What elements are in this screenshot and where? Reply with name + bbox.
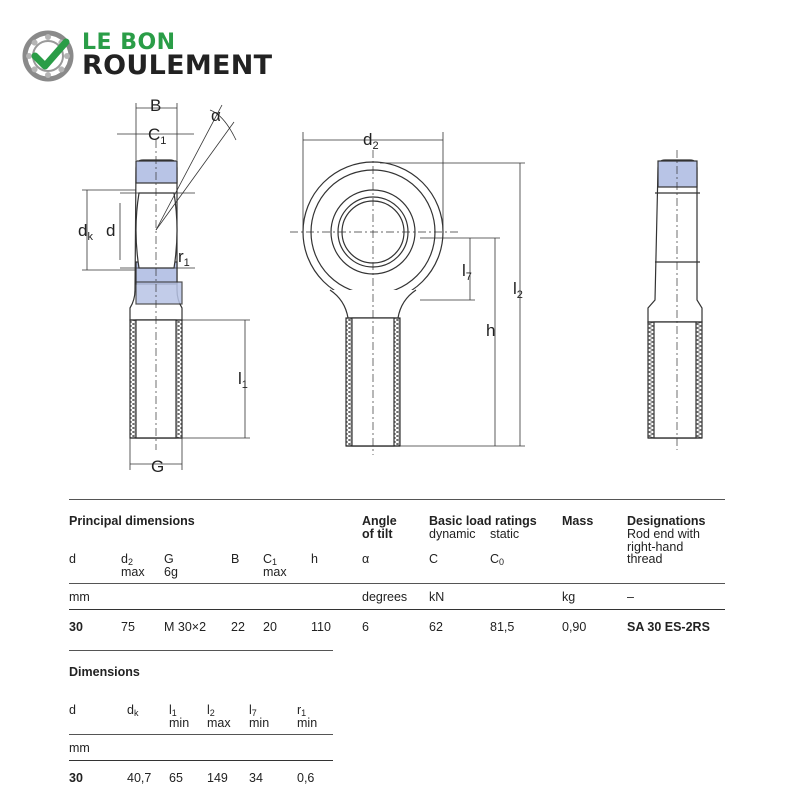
label-alpha: α [211, 106, 221, 125]
cell-mass: 0,90 [562, 620, 587, 634]
t2-sym-r1: $r_1$ [297, 703, 307, 718]
th-load-dynamic: dynamic [429, 527, 476, 541]
unit-kn: kN [429, 590, 445, 604]
label-B: B [150, 96, 162, 115]
label-l7: $l_7$ [462, 261, 472, 283]
unit-kg: kg [562, 590, 576, 604]
t2-sym-dk: $d_k$ [127, 703, 139, 718]
cell-B: 22 [231, 620, 245, 634]
label-r1: $r_1$ [178, 247, 190, 269]
th-mass: Mass [562, 514, 594, 528]
sym-G-qualifier: 6g [164, 565, 178, 579]
label-C1: $C_1$ [148, 125, 167, 147]
th-designations-desc-3: thread [627, 552, 663, 566]
sym-C1: $C_1$ [263, 552, 278, 567]
table2-title: Dimensions [69, 665, 140, 679]
seal-top [136, 161, 177, 183]
label-d2: $d_2$ [363, 130, 379, 152]
t2-sym-l1: $l_1$ [169, 703, 177, 718]
cell-C1: 20 [263, 620, 277, 634]
sym-C0: $C_0$ [490, 552, 505, 567]
t2-sym-l7: $l_7$ [249, 703, 257, 718]
sym-d2: $d_2$ [121, 552, 133, 567]
cell-alpha: 6 [362, 620, 369, 634]
cell-h: 110 [311, 620, 331, 634]
sym-G: G [164, 552, 174, 566]
t2-cell-r1: 0,6 [297, 771, 315, 785]
sym-d2-qualifier: max [121, 565, 145, 579]
t2-sym-l1-qualifier: min [169, 716, 190, 730]
label-d: d [106, 221, 116, 240]
unit-dash: – [627, 590, 634, 604]
brand-logo [22, 26, 322, 86]
sym-h: h [311, 552, 318, 566]
cell-designation: SA 30 ES-2RS [627, 620, 710, 634]
cell-d2: 75 [121, 620, 135, 634]
rod-end-drawing [0, 90, 800, 490]
label-h: h [486, 321, 496, 340]
t2-sym-l7-qualifier: min [249, 716, 270, 730]
t2-cell-d: 30 [69, 771, 83, 785]
th-angle-2: of tilt [362, 527, 393, 541]
t2-cell-l1: 65 [169, 771, 183, 785]
th-principal-dimensions: Principal dimensions [69, 514, 195, 528]
th-designations-desc-2: right-hand [627, 540, 684, 554]
sym-alpha: α [362, 552, 370, 566]
sym-d: d [69, 552, 76, 566]
th-load-static: static [490, 527, 520, 541]
label-G: G [151, 457, 165, 476]
sym-C1-qualifier: max [263, 565, 287, 579]
th-designations: Designations [627, 514, 706, 528]
th-designations-desc-1: Rod end with [627, 527, 700, 541]
sym-C: C [429, 552, 439, 566]
unit-degrees: degrees [362, 590, 408, 604]
th-angle-1: Angle [362, 514, 397, 528]
label-dk: $d_k$ [78, 221, 93, 243]
bearing-check-icon [22, 30, 74, 82]
unit-mm: mm [69, 590, 90, 604]
logo-line1: LE BON [82, 30, 176, 55]
t2-unit-mm: mm [69, 741, 90, 755]
t2-sym-l2: $l_2$ [207, 703, 215, 718]
cell-C0: 81,5 [490, 620, 515, 634]
t2-sym-r1-qualifier: min [297, 716, 318, 730]
logo-line2: ROULEMENT [82, 50, 273, 81]
sym-B: B [231, 552, 240, 566]
t2-sym-l2-qualifier: max [207, 716, 231, 730]
t2-cell-l2: 149 [207, 771, 228, 785]
label-l1: $l_1$ [238, 369, 248, 391]
t2-cell-l7: 34 [249, 771, 263, 785]
cell-d: 30 [69, 620, 83, 634]
t2-cell-dk: 40,7 [127, 771, 152, 785]
cell-C: 62 [429, 620, 443, 634]
label-l2: $l_2$ [513, 279, 523, 301]
t2-sym-d: d [69, 703, 76, 717]
cell-G: M 30×2 [164, 620, 207, 634]
th-load-ratings: Basic load ratings [429, 514, 537, 528]
